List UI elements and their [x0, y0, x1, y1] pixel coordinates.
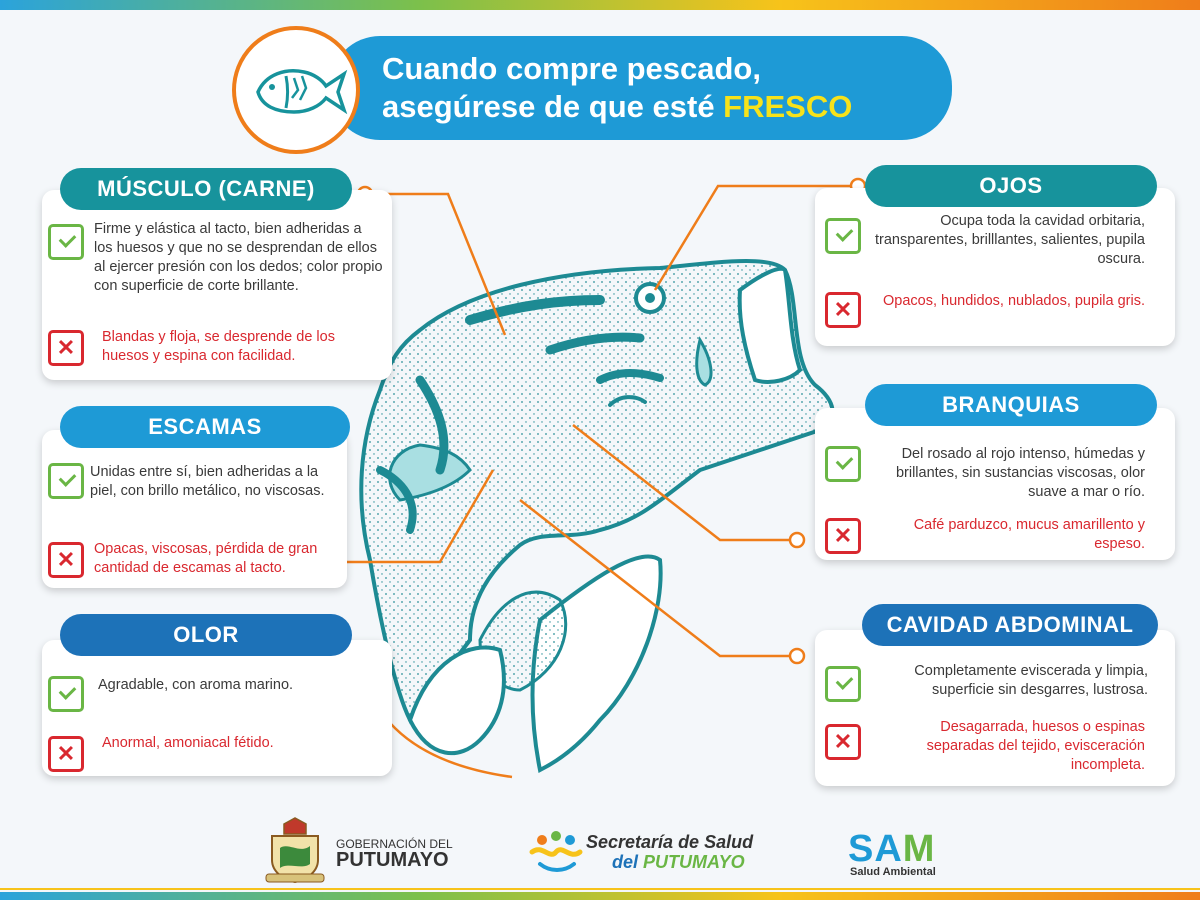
x-icon: ✕: [48, 736, 84, 772]
branquias-good-text: Del rosado al rojo intenso, húmedas y brillantes, sin sustancias viscosas, olor suave a mar o río.: [895, 446, 1145, 500]
title-banner: [330, 36, 952, 140]
title-highlight: FRESCO: [723, 89, 853, 124]
sam-subtitle: Salud Ambiental: [850, 866, 936, 878]
secretaria-putumayo: PUTUMAYO: [643, 852, 745, 872]
musculo-bad-text: Blandas y floja, se desprende de los huesos y espina con facilidad.: [102, 329, 335, 364]
check-icon: [825, 446, 861, 482]
escamas-bad-text: Opacas, viscosas, pérdida de gran cantidad de escamas al tacto.: [94, 541, 318, 576]
check-icon: [48, 224, 84, 260]
cavidad-good-text: Completamente eviscerada y limpia, superficie sin desgarres, lustrosa.: [914, 663, 1148, 698]
branquias-bad-text: Café parduzco, mucus amarillento y espeso.: [913, 517, 1145, 552]
title-line-1: Cuando compre pescado,: [382, 51, 761, 86]
check-icon: [825, 666, 861, 702]
title-line-2: [382, 88, 852, 126]
title-line-2-prefix: asegúrese de que esté: [382, 89, 724, 124]
secretaria-line2: [612, 852, 745, 873]
check-icon: [48, 463, 84, 499]
page-title: [382, 50, 852, 126]
cavidad-bad-text: Desagarrada, huesos o espinas separadas del tejido, evisceración incompleta.: [926, 719, 1145, 773]
escamas-good-text: Unidas entre sí, bien adheridas a la piel, con brillo metálico, no viscosas.: [90, 464, 325, 499]
label-branquias: BRANQUIAS: [865, 384, 1157, 426]
x-icon: ✕: [48, 330, 84, 366]
check-icon: [825, 218, 861, 254]
secretaria-line1: Secretaría de Salud: [586, 832, 754, 852]
bottom-line: [0, 888, 1200, 890]
bottom-gradient-bar: [0, 892, 1200, 900]
crest-logo: [262, 816, 328, 886]
check-icon: [48, 676, 84, 712]
gobernacion-line1: GOBERNACIÓN DEL: [336, 837, 453, 851]
label-olor: OLOR: [60, 614, 352, 656]
olor-good-text: Agradable, con aroma marino.: [98, 677, 294, 693]
ojos-good-text: Ocupa toda la cavidad orbitaria, transparentes, brilllantes, salientes, pupila oscura.: [874, 213, 1145, 267]
card-olor: [42, 640, 392, 776]
gobernacion-line2: PUTUMAYO: [336, 849, 449, 871]
ojos-bad-text: Opacos, hundidos, nublados, pupila gris.: [883, 293, 1145, 309]
sam-logo: [848, 828, 935, 871]
x-icon: ✕: [48, 542, 84, 578]
secretaria-del: del: [612, 852, 644, 872]
sam-sa: SA: [848, 828, 903, 870]
x-icon: ✕: [825, 518, 861, 554]
label-cavidad: CAVIDAD ABDOMINAL: [862, 604, 1158, 646]
fish-icon: [236, 30, 356, 150]
x-icon: ✕: [825, 292, 861, 328]
fish-icon-circle: [232, 26, 360, 154]
secretaria-logo: [528, 830, 584, 874]
label-escamas: ESCAMAS: [60, 406, 350, 448]
olor-bad-text: Anormal, amoniacal fétido.: [102, 735, 274, 751]
label-musculo: MÚSCULO (CARNE): [60, 168, 352, 210]
musculo-good-text: Firme y elástica al tacto, bien adheridas a los huesos y que no se desprendan de ellos al ejercer presión con los dedos; color propio con superficie de corte brillante.: [94, 221, 383, 294]
label-ojos: OJOS: [865, 165, 1157, 207]
sam-m: M: [902, 828, 936, 870]
x-icon: ✕: [825, 724, 861, 760]
